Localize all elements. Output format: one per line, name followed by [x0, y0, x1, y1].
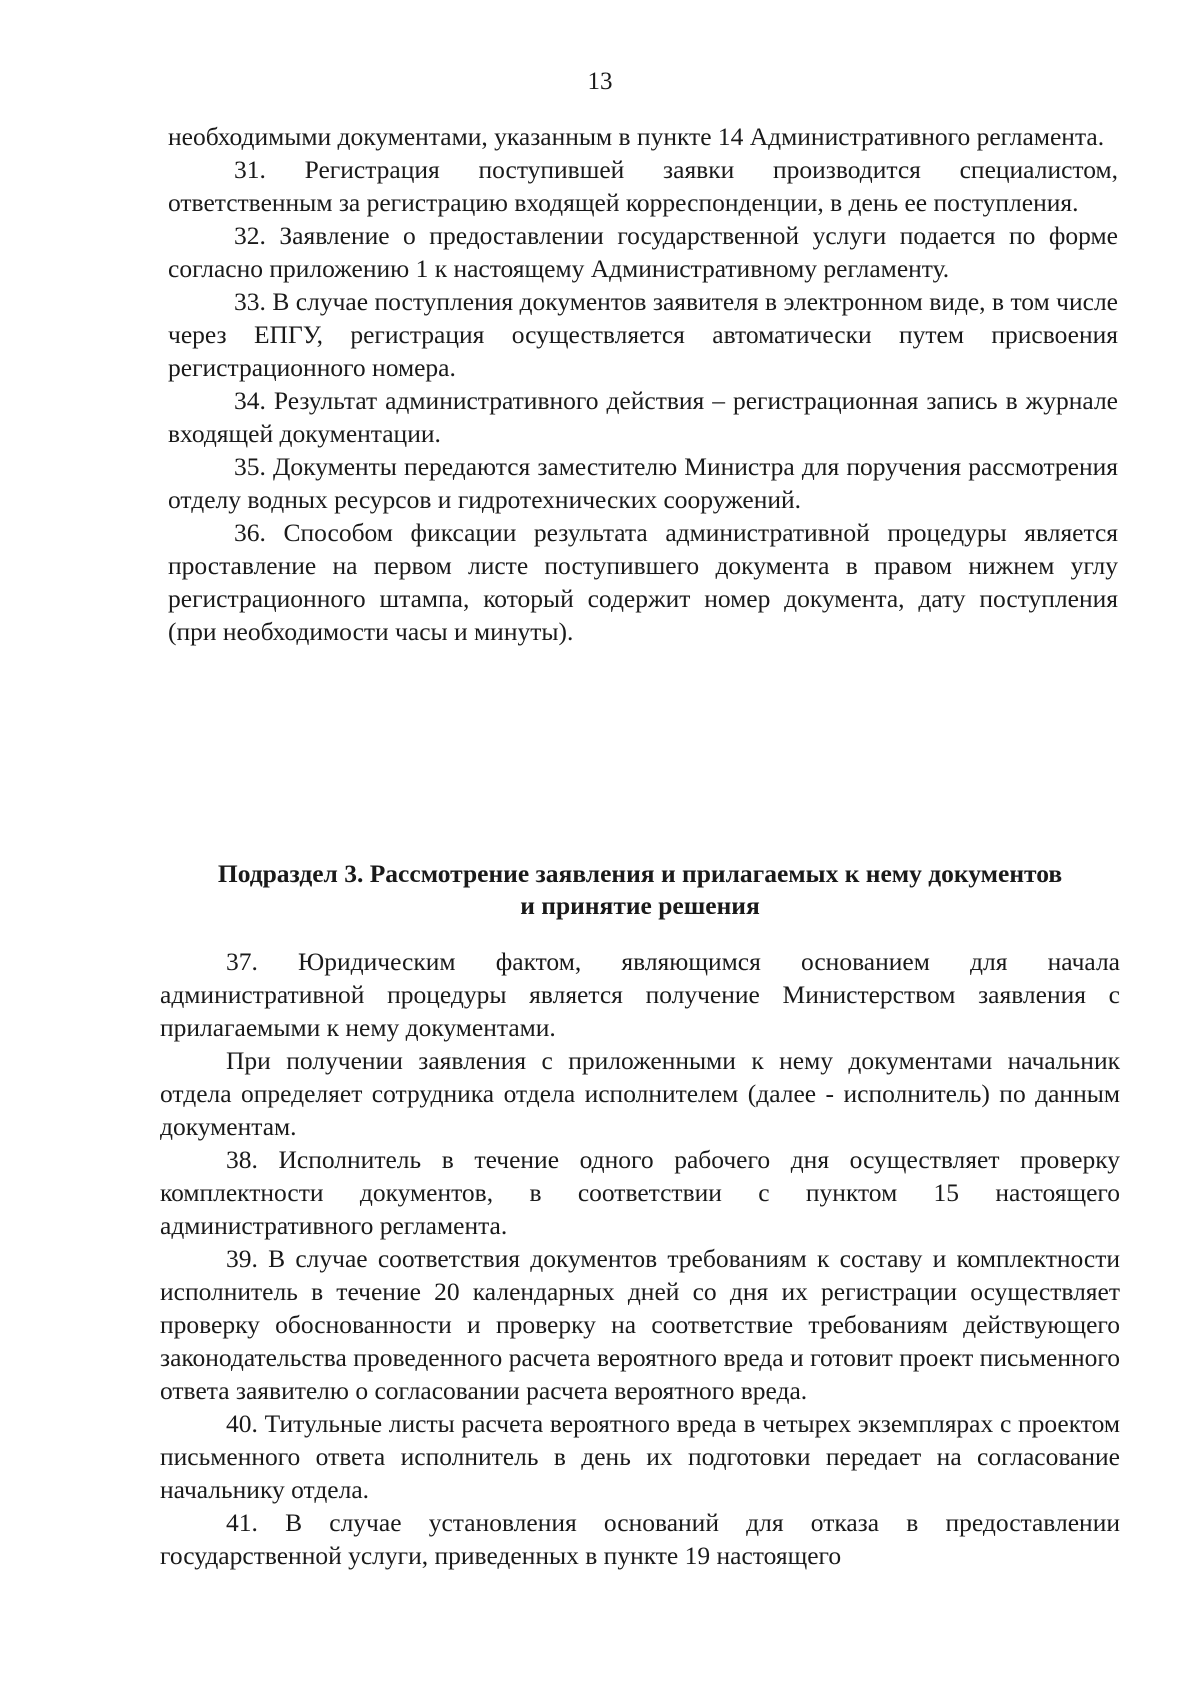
page-number: 13 [587, 68, 613, 95]
paragraph: 33. В случае поступления документов заявителя в электронном виде, в том числе через ЕПГУ, регистрация осуществляется автоматически путем присвоения регистрационного номера. [168, 287, 1118, 382]
paragraph: 31. Регистрация поступившей заявки производится специалистом, ответственным за регистрацию входящей корреспонденции, в день ее поступления. [168, 155, 1118, 217]
paragraph: 41. В случае установления оснований для отказа в предоставлении государственной услуги, приведенных в пункте 19 настоящего [160, 1508, 1120, 1570]
paragraph: 35. Документы передаются заместителю Министра для поручения рассмотрения отделу водных ресурсов и гидротехнических сооружений. [168, 452, 1118, 514]
subsection-heading-line-1: Подраздел 3. Рассмотрение заявления и прилагаемых к нему документов [217, 859, 1063, 888]
paragraph: 38. Исполнитель в течение одного рабочего дня осуществляет проверку комплектности документов, в соответствии с пунктом 15 настоящего административного регламента. [160, 1145, 1120, 1240]
subsection-heading [160, 858, 1120, 922]
paragraph: 37. Юридическим фактом, являющимся основанием для начала административной процедуры является получение Министерством заявления с прилагаемыми к нему документами. [160, 947, 1120, 1042]
paragraph: 32. Заявление о предоставлении государственной услуги подается по форме согласно приложению 1 к настоящему Административному регламенту. [168, 221, 1118, 283]
bottom-text-block [160, 945, 1120, 1572]
paragraph: При получении заявления с приложенными к нему документами начальник отдела определяет сотрудника отдела исполнителем (далее - исполнитель) по данным документам. [160, 1046, 1120, 1141]
top-text-block [168, 120, 1118, 648]
paragraph: 39. В случае соответствия документов требованиям к составу и комплектности исполнитель в течение 20 календарных дней со дня их регистрации осуществляет проверку обоснованности и проверку на соответствие требованиям действующего законодательства проведенного расчета вероятного вреда и готовит проект письменного ответа заявителю о согласовании расчета вероятного вреда. [160, 1244, 1120, 1405]
paragraph: 36. Способом фиксации результата административной процедуры является проставление на первом листе поступившего документа в правом нижнем углу регистрационного штампа, который содержит номер документа, дату поступления (при необходимости часы и минуты). [168, 518, 1118, 646]
paragraph: 40. Титульные листы расчета вероятного вреда в четырех экземплярах с проектом письменного ответа исполнитель в день их подготовки передает на согласование начальнику отдела. [160, 1409, 1120, 1504]
paragraph: необходимыми документами, указанным в пункте 14 Административного регламента. [168, 122, 1105, 151]
subsection-heading-line-2: и принятие решения [520, 891, 760, 920]
paragraph: 34. Результат административного действия – регистрационная запись в журнале входящей документации. [168, 386, 1118, 448]
